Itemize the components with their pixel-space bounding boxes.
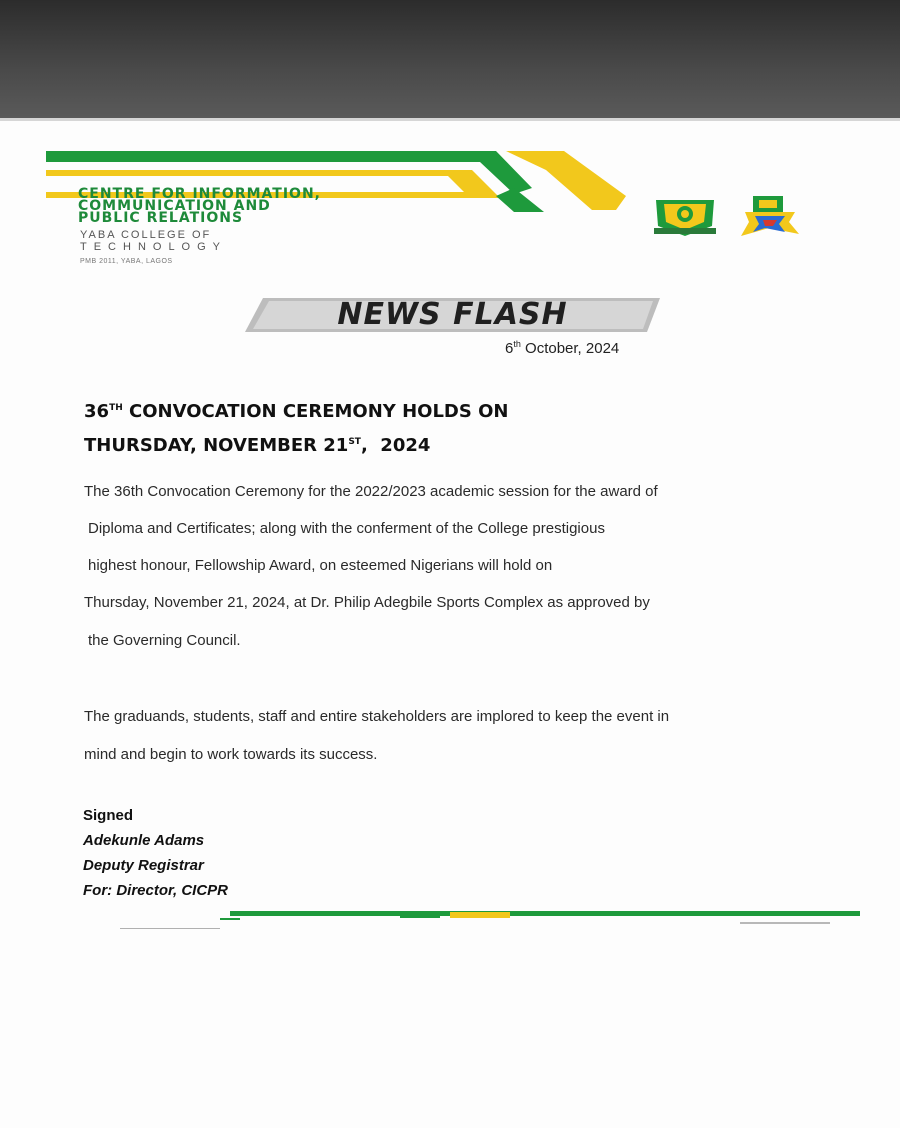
title-year: , 2024 xyxy=(360,435,431,456)
body-line: highest honour, Fellowship Award, on esteemed Nigerians will hold on xyxy=(88,557,553,574)
signatory-role: Deputy Registrar xyxy=(83,857,204,874)
date-suffix: th xyxy=(513,339,521,349)
college-crest-icon xyxy=(650,190,720,238)
date-day: 6 xyxy=(505,340,514,357)
banner-label: NEWS FLASH xyxy=(337,297,568,332)
body-line: the Governing Council. xyxy=(88,632,241,649)
signatory-name: Adekunle Adams xyxy=(83,832,205,849)
body-line: Thursday, November 21, 2024, at Dr. Philip Adegbile Sports Complex as approved by xyxy=(84,594,650,611)
org-name-line: CENTRE FOR INFORMATION, xyxy=(78,186,321,202)
footer-stripe xyxy=(120,906,862,934)
title-date: THURSDAY, NOVEMBER 21 xyxy=(84,435,349,456)
title-ordinal: TH xyxy=(109,403,123,413)
title-ordinal: ST xyxy=(348,437,361,447)
body-line: Diploma and Certificates; along with the conferment of the College prestigious xyxy=(88,520,605,537)
college-address: PMB 2011, YABA, LAGOS xyxy=(80,258,173,265)
org-name-line: COMMUNICATION AND xyxy=(78,198,271,214)
title-number: 36 xyxy=(84,401,110,422)
title-text: CONVOCATION CEREMONY HOLDS ON xyxy=(122,401,509,422)
college-name-line: YABA COLLEGE OF xyxy=(80,229,212,241)
photo-top-shadow xyxy=(0,0,900,118)
signed-label: Signed xyxy=(83,807,134,824)
announcement-title xyxy=(84,393,784,461)
document-date xyxy=(505,339,619,357)
document-sheet xyxy=(0,118,900,1128)
body-line: The graduands, students, staff and entire stakeholders are implored to keep the event in xyxy=(84,708,670,725)
anniversary-logo-icon xyxy=(735,192,805,240)
date-rest: October, 2024 xyxy=(520,340,620,357)
signatory-for: For: Director, CICPR xyxy=(83,882,229,899)
body-line: The 36th Convocation Ceremony for the 2022/2023 academic session for the award of xyxy=(84,483,658,500)
title-line-2 xyxy=(84,427,784,461)
college-name-line: TECHNOLOGY xyxy=(80,241,228,253)
title-line-1 xyxy=(84,393,784,427)
org-name-line: PUBLIC RELATIONS xyxy=(78,210,244,226)
news-flash-banner xyxy=(245,296,660,334)
body-line: mind and begin to work towards its success. xyxy=(84,746,378,763)
organization-name xyxy=(78,188,498,224)
college-name xyxy=(80,229,340,253)
